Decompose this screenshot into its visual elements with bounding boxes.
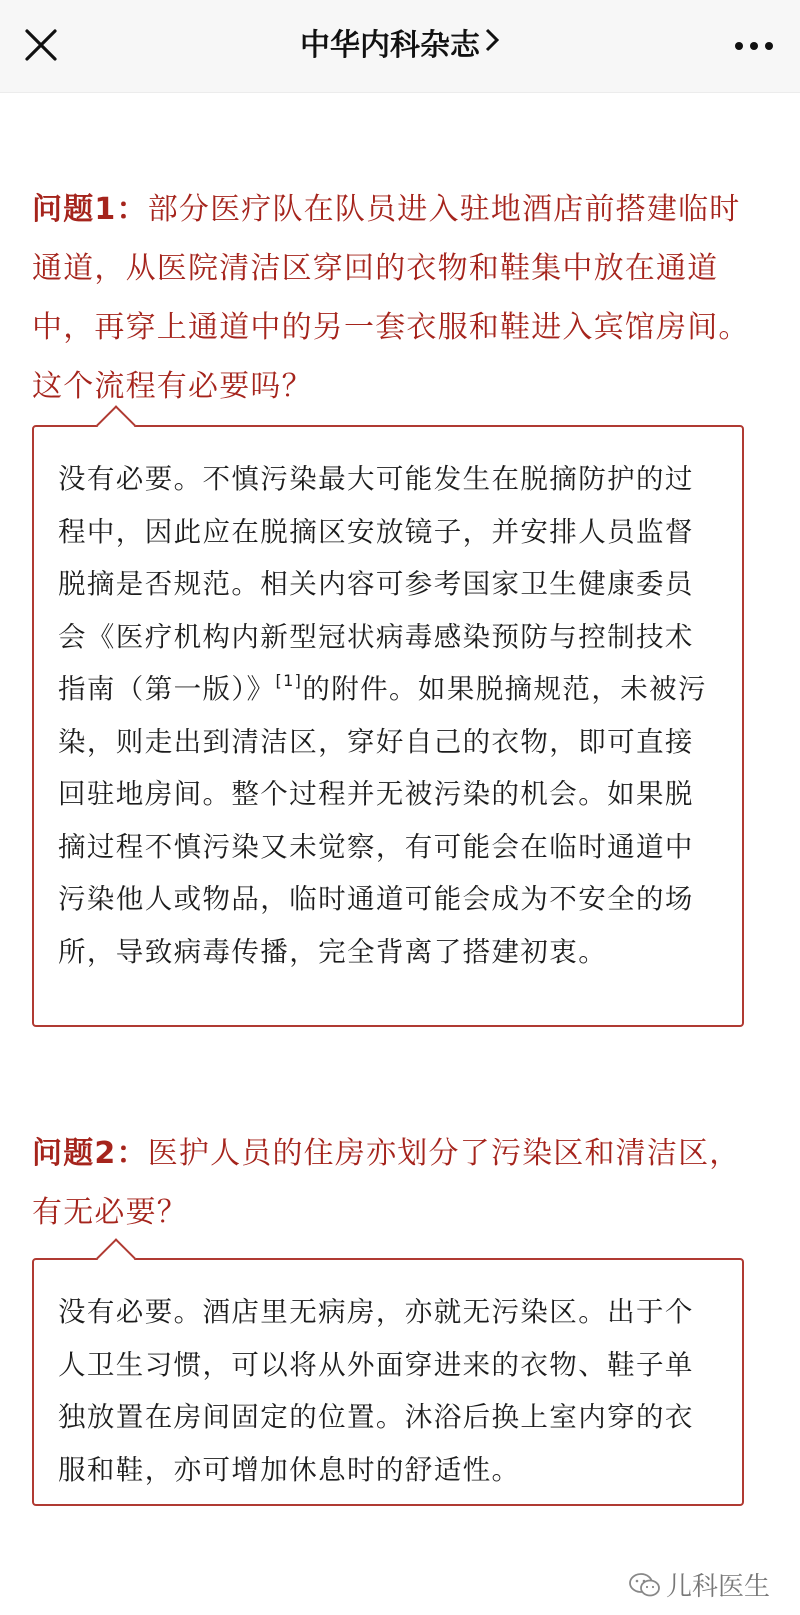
question-label: 问题2： bbox=[32, 1136, 148, 1171]
account-title-link[interactable] bbox=[0, 26, 800, 66]
wechat-icon bbox=[628, 1571, 662, 1599]
question-text: 医护人员的住房亦划分了污染区和清洁区，有无必要？ bbox=[32, 1136, 741, 1230]
reference-marker[interactable]: [1] bbox=[275, 671, 303, 690]
watermark bbox=[628, 1566, 770, 1603]
more-button[interactable] bbox=[730, 28, 778, 64]
watermark-text: 儿科医生 bbox=[665, 1572, 770, 1602]
more-icon bbox=[730, 28, 778, 64]
question-2 bbox=[32, 1124, 762, 1242]
question-text: 部分医疗队在队员进入驻地酒店前搭建临时通道，从医院清洁区穿回的衣物和鞋集中放在通道中，再穿上通道中的另一套衣服和鞋进入宾馆房间。这个流程有必要吗？ bbox=[32, 192, 750, 404]
top-bar bbox=[0, 0, 800, 93]
answer-text-continued: 的附件。如果脱摘规范，未被污染，则走出到清洁区，穿好自己的衣物，即可直接回驻地房间。整个过程并无被污染的机会。如果脱摘过程不慎污染又未觉察，有可能会在临时通道中污染他人或物品，临时通道可能会成为不安全的场所，导致病毒传播，完全背离了搭建初衷。 bbox=[58, 673, 707, 968]
chevron-right-icon bbox=[484, 24, 500, 64]
answer-box-2 bbox=[32, 1258, 744, 1506]
answer-box-1 bbox=[32, 425, 744, 1027]
page-title: 中华内科杂志 bbox=[300, 28, 480, 63]
question-label: 问题1： bbox=[32, 192, 148, 227]
callout-notch bbox=[96, 1238, 136, 1278]
answer-text: 没有必要。不慎污染最大可能发生在脱摘防护的过程中，因此应在脱摘区安放镜子，并安排人员监督脱摘是否规范。相关内容可参考国家卫生健康委员会《医疗机构内新型冠状病毒感染预防与控制技术指南（第一版）》 bbox=[58, 463, 694, 705]
question-1 bbox=[32, 180, 762, 416]
answer-text: 没有必要。酒店里无病房，亦就无污染区。出于个人卫生习惯，可以将从外面穿进来的衣物、鞋子单独放置在房间固定的位置。沐浴后换上室内穿的衣服和鞋，亦可增加休息时的舒适性。 bbox=[58, 1296, 694, 1486]
